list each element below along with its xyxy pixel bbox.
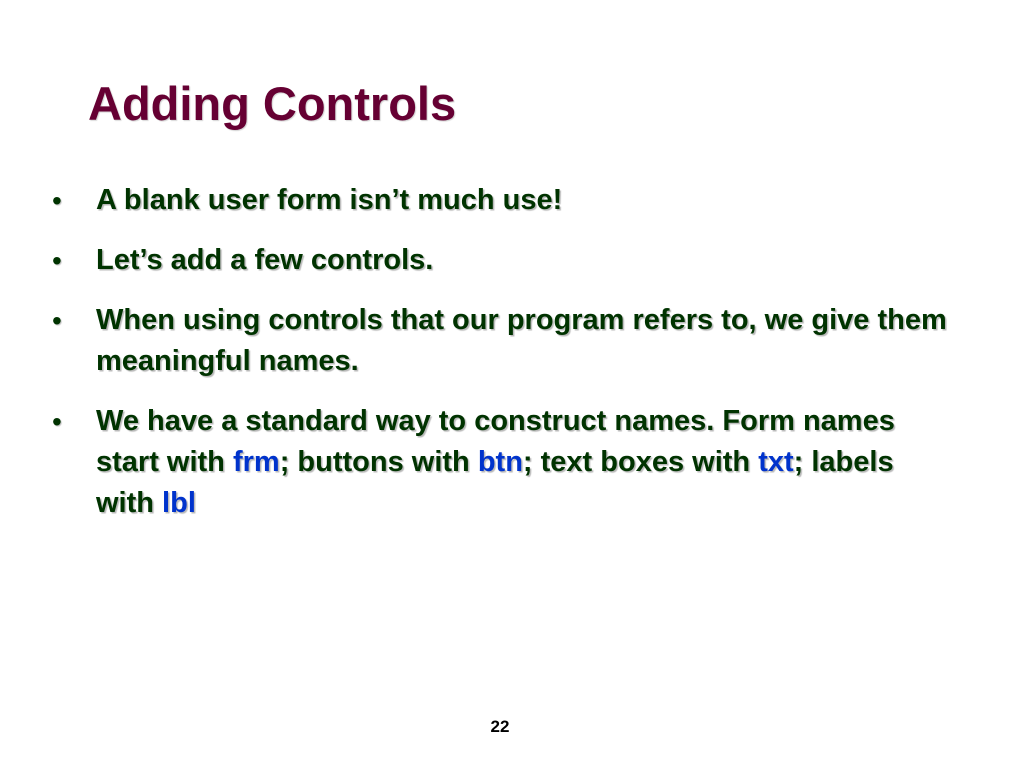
bullet-point-icon: • [52, 305, 62, 336]
prefix-textbox: txt [758, 446, 794, 478]
bullet-list [52, 180, 952, 543]
bullet-text-segment: ; text boxes with [522, 446, 759, 478]
bullet-text-segment: ; labels with [96, 446, 894, 519]
bullet-item [52, 300, 952, 382]
bullet-text: When using controls that our program refers to, we give them meaningful names. [96, 304, 947, 377]
page-number: 22 [490, 717, 510, 736]
bullet-text-naming-conventions [96, 401, 952, 524]
prefix-label: lbl [162, 487, 196, 519]
bullet-text-segment: We have a standard way to construct names. Form names start with [96, 405, 895, 478]
bullet-point-icon: • [52, 406, 62, 437]
bullet-item [52, 401, 952, 524]
bullet-text-segment: ; buttons with [279, 446, 478, 478]
bullet-point-icon: • [52, 185, 62, 216]
bullet-text: A blank user form isn’t much use! [96, 184, 563, 216]
bullet-text: Let’s add a few controls. [96, 244, 434, 276]
bullet-item [52, 240, 952, 281]
prefix-form: frm [232, 446, 280, 478]
bullet-point-icon: • [52, 245, 62, 276]
prefix-button: btn [477, 446, 523, 478]
bullet-item [52, 180, 952, 221]
slide-title: Adding Controls [88, 77, 457, 130]
